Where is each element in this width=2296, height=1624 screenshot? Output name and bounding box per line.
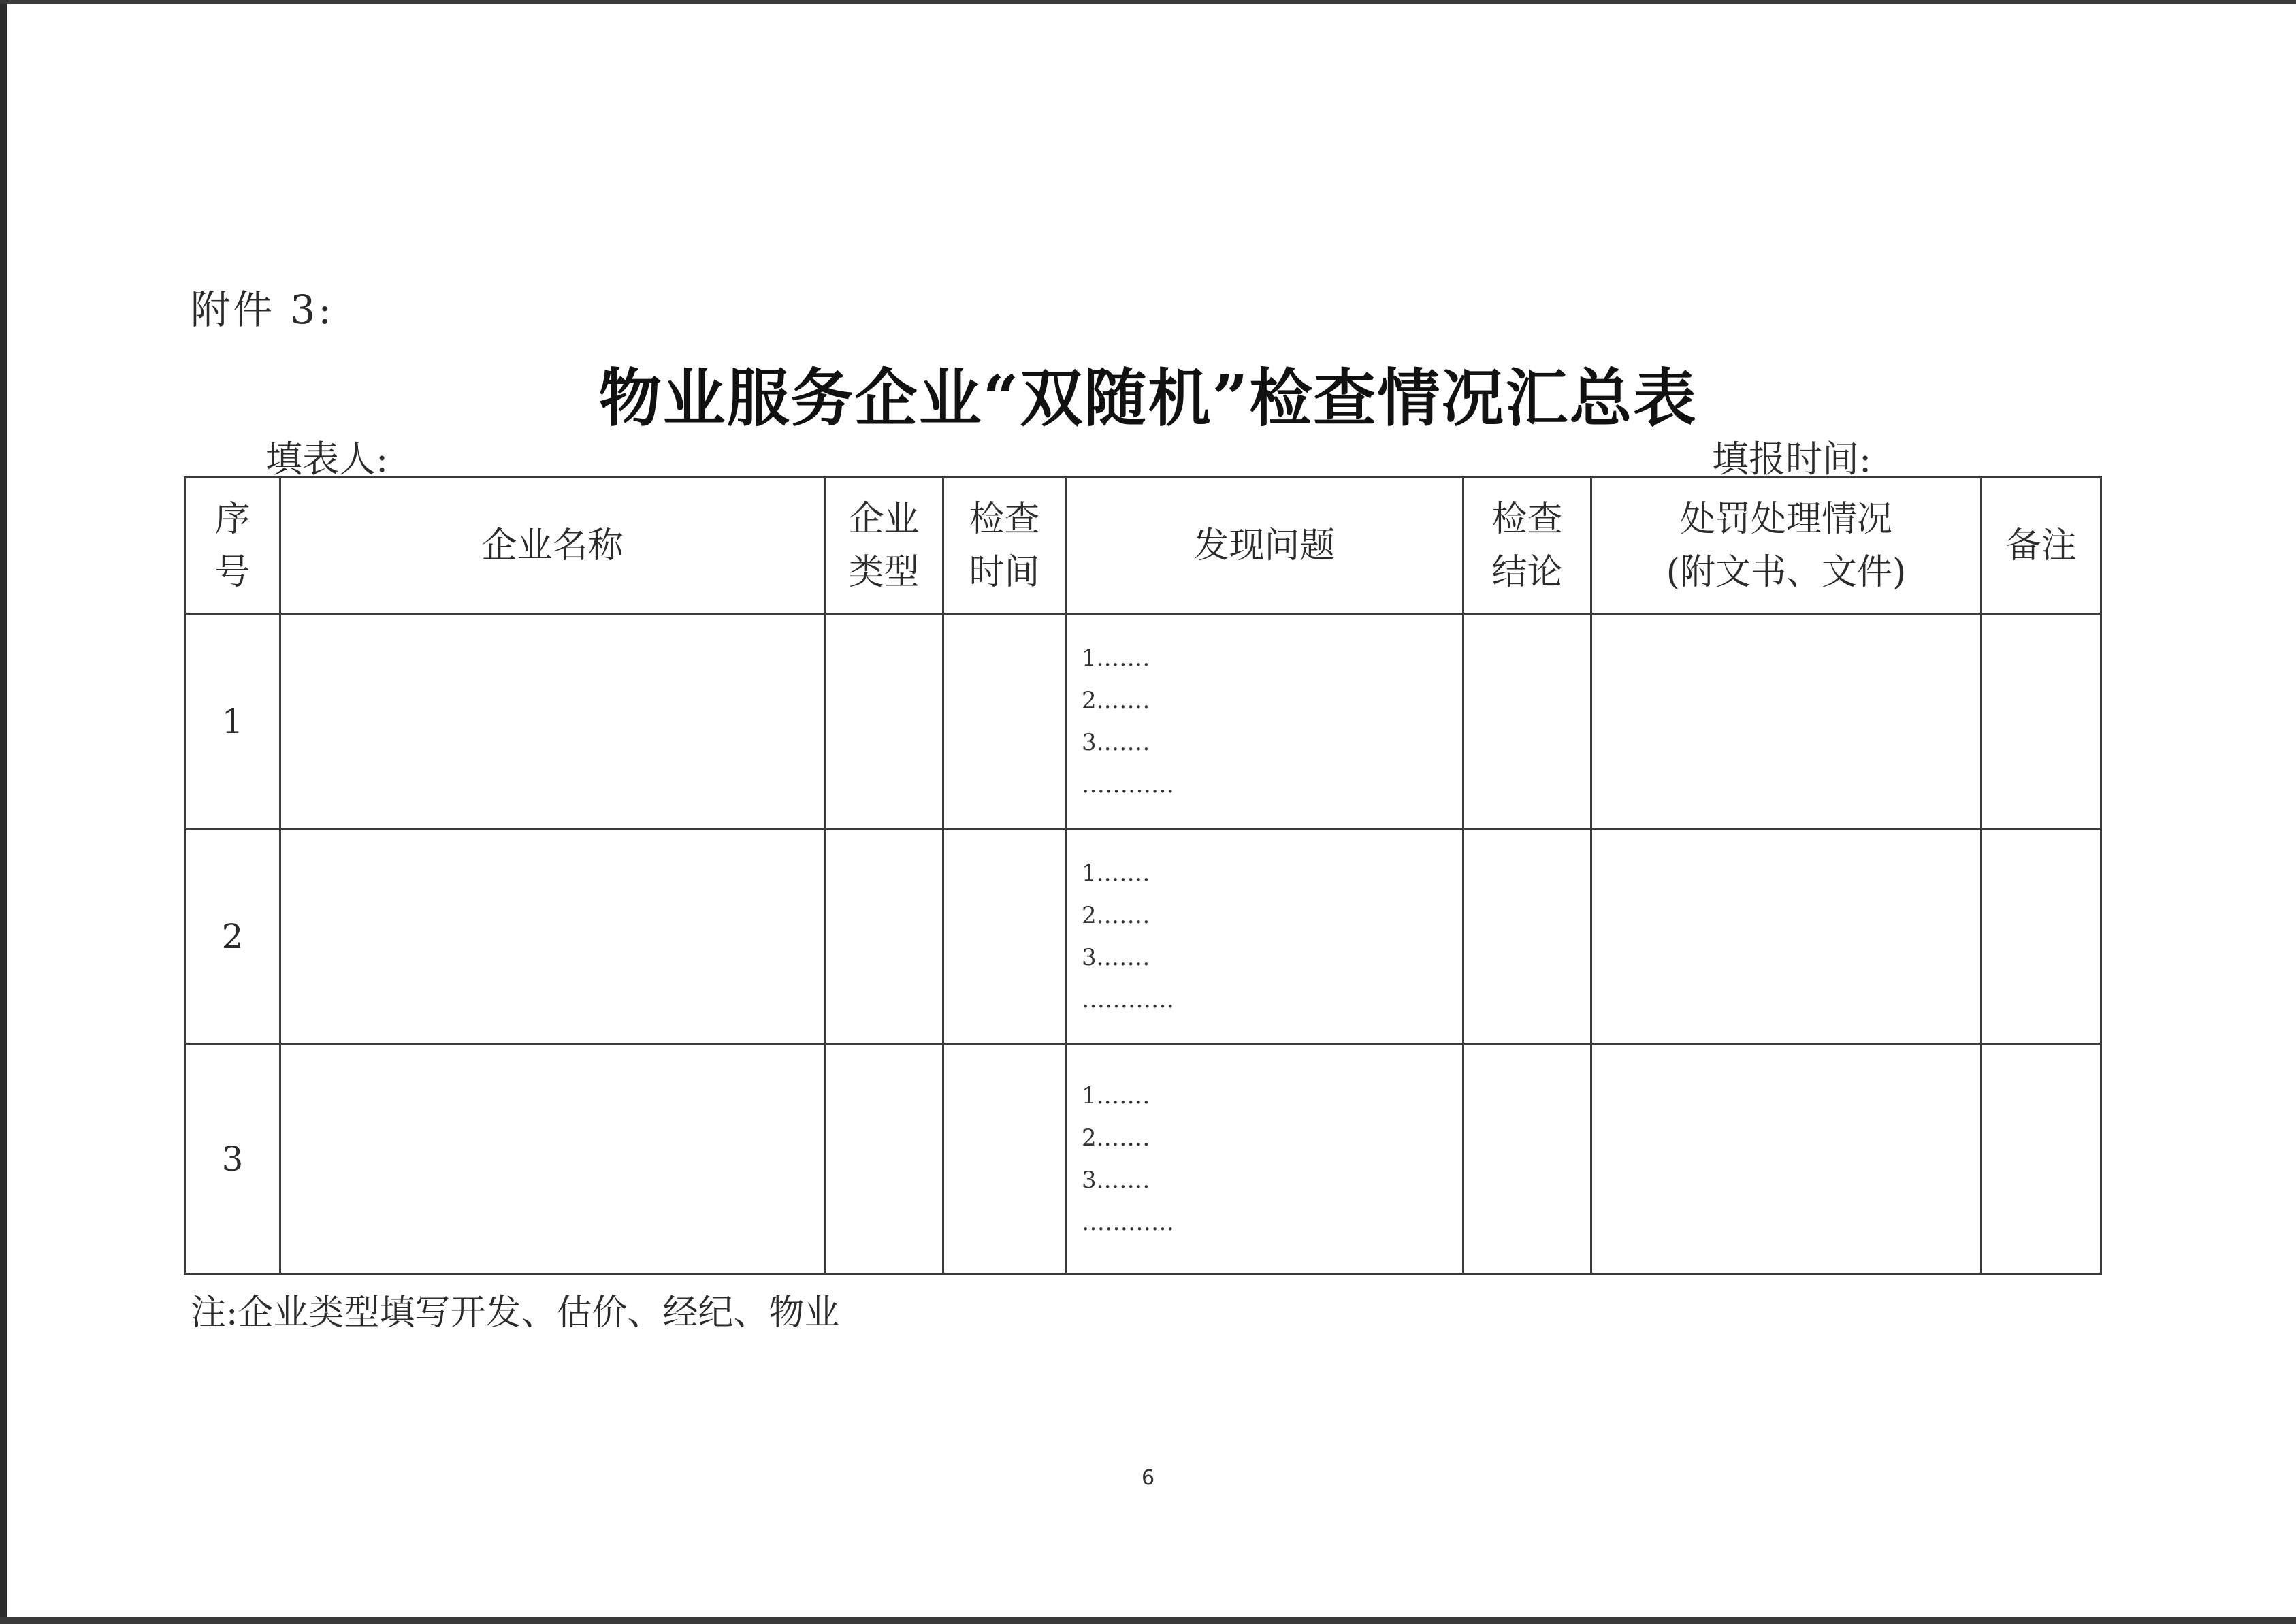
cell-company-name — [280, 829, 825, 1044]
header-conclusion — [1464, 478, 1591, 614]
header-remarks: 备注 — [1982, 478, 2101, 614]
row-seq: 1 — [185, 614, 280, 829]
issue-item: 1.…… — [1082, 644, 1150, 672]
cell-company-name — [280, 614, 825, 829]
header-penalty — [1591, 478, 1982, 614]
issue-item: 3.…… — [1082, 943, 1150, 971]
header-penalty-line1: 处罚处理情况 — [1679, 498, 1892, 540]
table-header-row — [185, 478, 2101, 614]
table-row — [185, 614, 2101, 829]
issue-item: ………… — [1082, 986, 1174, 1013]
issue-item: 2.…… — [1082, 901, 1150, 929]
cell-remarks — [1982, 614, 2101, 829]
cell-inspection-time — [943, 1044, 1066, 1274]
attachment-label: 附件 3: — [191, 287, 334, 333]
table-row — [185, 829, 2101, 1044]
issue-item: 2.…… — [1082, 686, 1150, 714]
issue-item: ………… — [1082, 770, 1174, 798]
report-date-label: 填报时间: — [1712, 438, 1872, 481]
page-title: 物业服务企业“双随机”检查情况汇总表 — [598, 361, 1698, 435]
cell-remarks — [1982, 829, 2101, 1044]
cell-conclusion — [1464, 1044, 1591, 1274]
cell-company-type — [825, 614, 943, 829]
scan-edge-top — [0, 0, 2296, 4]
cell-issues-found — [1066, 1044, 1464, 1274]
cell-company-name — [280, 1044, 825, 1274]
row-seq: 2 — [185, 829, 280, 1044]
scan-edge-left — [0, 0, 7, 1624]
header-conclusion-line2: 结论 — [1491, 551, 1563, 593]
cell-remarks — [1982, 1044, 2101, 1274]
cell-inspection-time — [943, 829, 1066, 1044]
issue-item: 3.…… — [1082, 1166, 1150, 1194]
cell-company-type — [825, 829, 943, 1044]
issue-item: 1.…… — [1082, 1082, 1150, 1109]
header-conclusion-line1: 检查 — [1491, 498, 1563, 540]
header-company-type-line1: 企业 — [848, 498, 920, 540]
header-seq-line1: 序 — [214, 498, 250, 540]
header-issues-found: 发现问题 — [1066, 478, 1464, 614]
issue-item: 3.…… — [1082, 728, 1150, 756]
issue-item: 2.…… — [1082, 1124, 1150, 1152]
inspection-summary-table — [184, 476, 2102, 1275]
header-company-type-line2: 类型 — [848, 551, 920, 593]
cell-penalty — [1591, 829, 1982, 1044]
header-company-name: 企业名称 — [280, 478, 825, 614]
header-inspection-time-line1: 检查 — [969, 498, 1040, 540]
issue-item: ………… — [1082, 1208, 1174, 1236]
header-company-type — [825, 478, 943, 614]
cell-penalty — [1591, 1044, 1982, 1274]
cell-company-type — [825, 1044, 943, 1274]
scan-edge-bottom — [0, 1617, 2296, 1624]
cell-issues-found — [1066, 614, 1464, 829]
page-number: 6 — [1141, 1466, 1155, 1490]
filler-label: 填表人: — [265, 438, 389, 481]
cell-issues-found — [1066, 829, 1464, 1044]
header-inspection-time-line2: 时间 — [969, 551, 1040, 593]
table-row — [185, 1044, 2101, 1274]
cell-conclusion — [1464, 614, 1591, 829]
cell-conclusion — [1464, 829, 1591, 1044]
cell-penalty — [1591, 614, 1982, 829]
issue-item: 1.…… — [1082, 859, 1150, 887]
footnote: 注:企业类型填写开发、估价、经纪、物业 — [191, 1293, 840, 1333]
header-seq-line2: 号 — [214, 551, 250, 593]
row-seq: 3 — [185, 1044, 280, 1274]
header-penalty-line2: (附文书、文件) — [1666, 551, 1907, 593]
header-inspection-time — [943, 478, 1066, 614]
cell-inspection-time — [943, 614, 1066, 829]
header-seq — [185, 478, 280, 614]
